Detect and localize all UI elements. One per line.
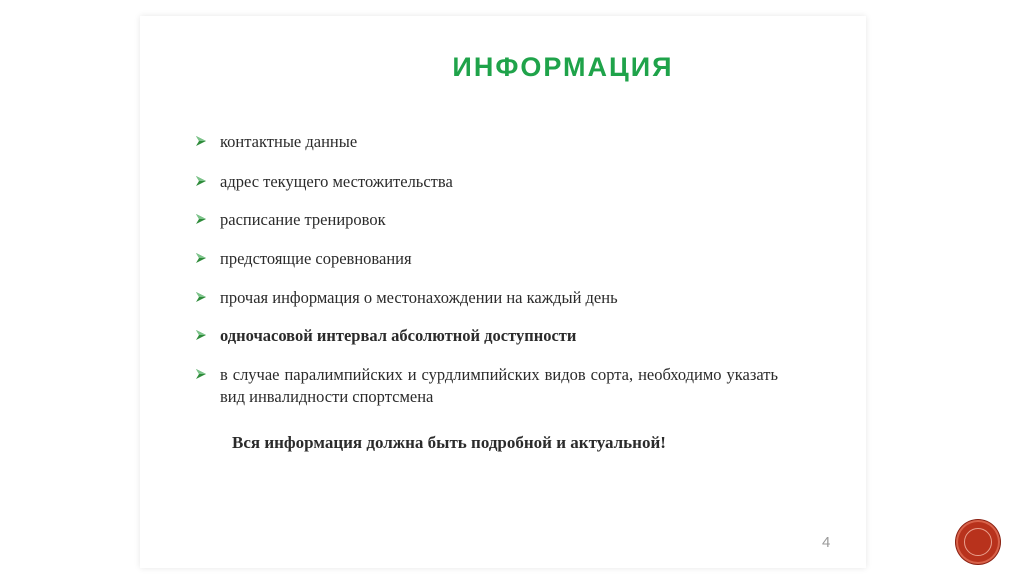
bullet-text: контактные данные — [220, 132, 358, 151]
bullet-item — [194, 248, 778, 270]
bullet-item-bold — [194, 325, 778, 347]
bullet-item — [194, 209, 778, 231]
arrow-bullet-icon — [194, 328, 208, 342]
arrow-bullet-icon — [194, 290, 208, 304]
bullet-text: прочая информация о местонахождении на каждый день — [220, 288, 618, 307]
bullet-text: одночасовой интервал абсолютной доступности — [220, 326, 577, 345]
slide — [140, 16, 866, 568]
bullet-text: в случае паралимпийских и сурдлимпийских видов сорта, необходимо указать вид инвалидности спортсмена — [220, 365, 778, 406]
bullet-item — [194, 287, 778, 309]
bullet-item — [194, 131, 778, 153]
arrow-bullet-icon — [194, 174, 208, 188]
page-number: 4 — [822, 534, 831, 551]
nav-button-ring — [964, 528, 992, 556]
bullet-text: предстоящие соревнования — [220, 249, 412, 268]
arrow-bullet-icon — [194, 134, 208, 148]
bullet-item — [194, 171, 778, 193]
arrow-bullet-icon — [194, 251, 208, 265]
circle-nav-button[interactable] — [958, 522, 998, 562]
arrow-bullet-icon — [194, 367, 208, 381]
footer-note: Вся информация должна быть подробной и актуальной! — [232, 433, 666, 452]
bullet-item — [194, 364, 778, 408]
slide-title: ИНФОРМАЦИЯ — [452, 52, 674, 82]
bullet-text: расписание тренировок — [220, 210, 386, 229]
bullet-text: адрес текущего местожительства — [220, 172, 453, 191]
arrow-bullet-icon — [194, 212, 208, 226]
